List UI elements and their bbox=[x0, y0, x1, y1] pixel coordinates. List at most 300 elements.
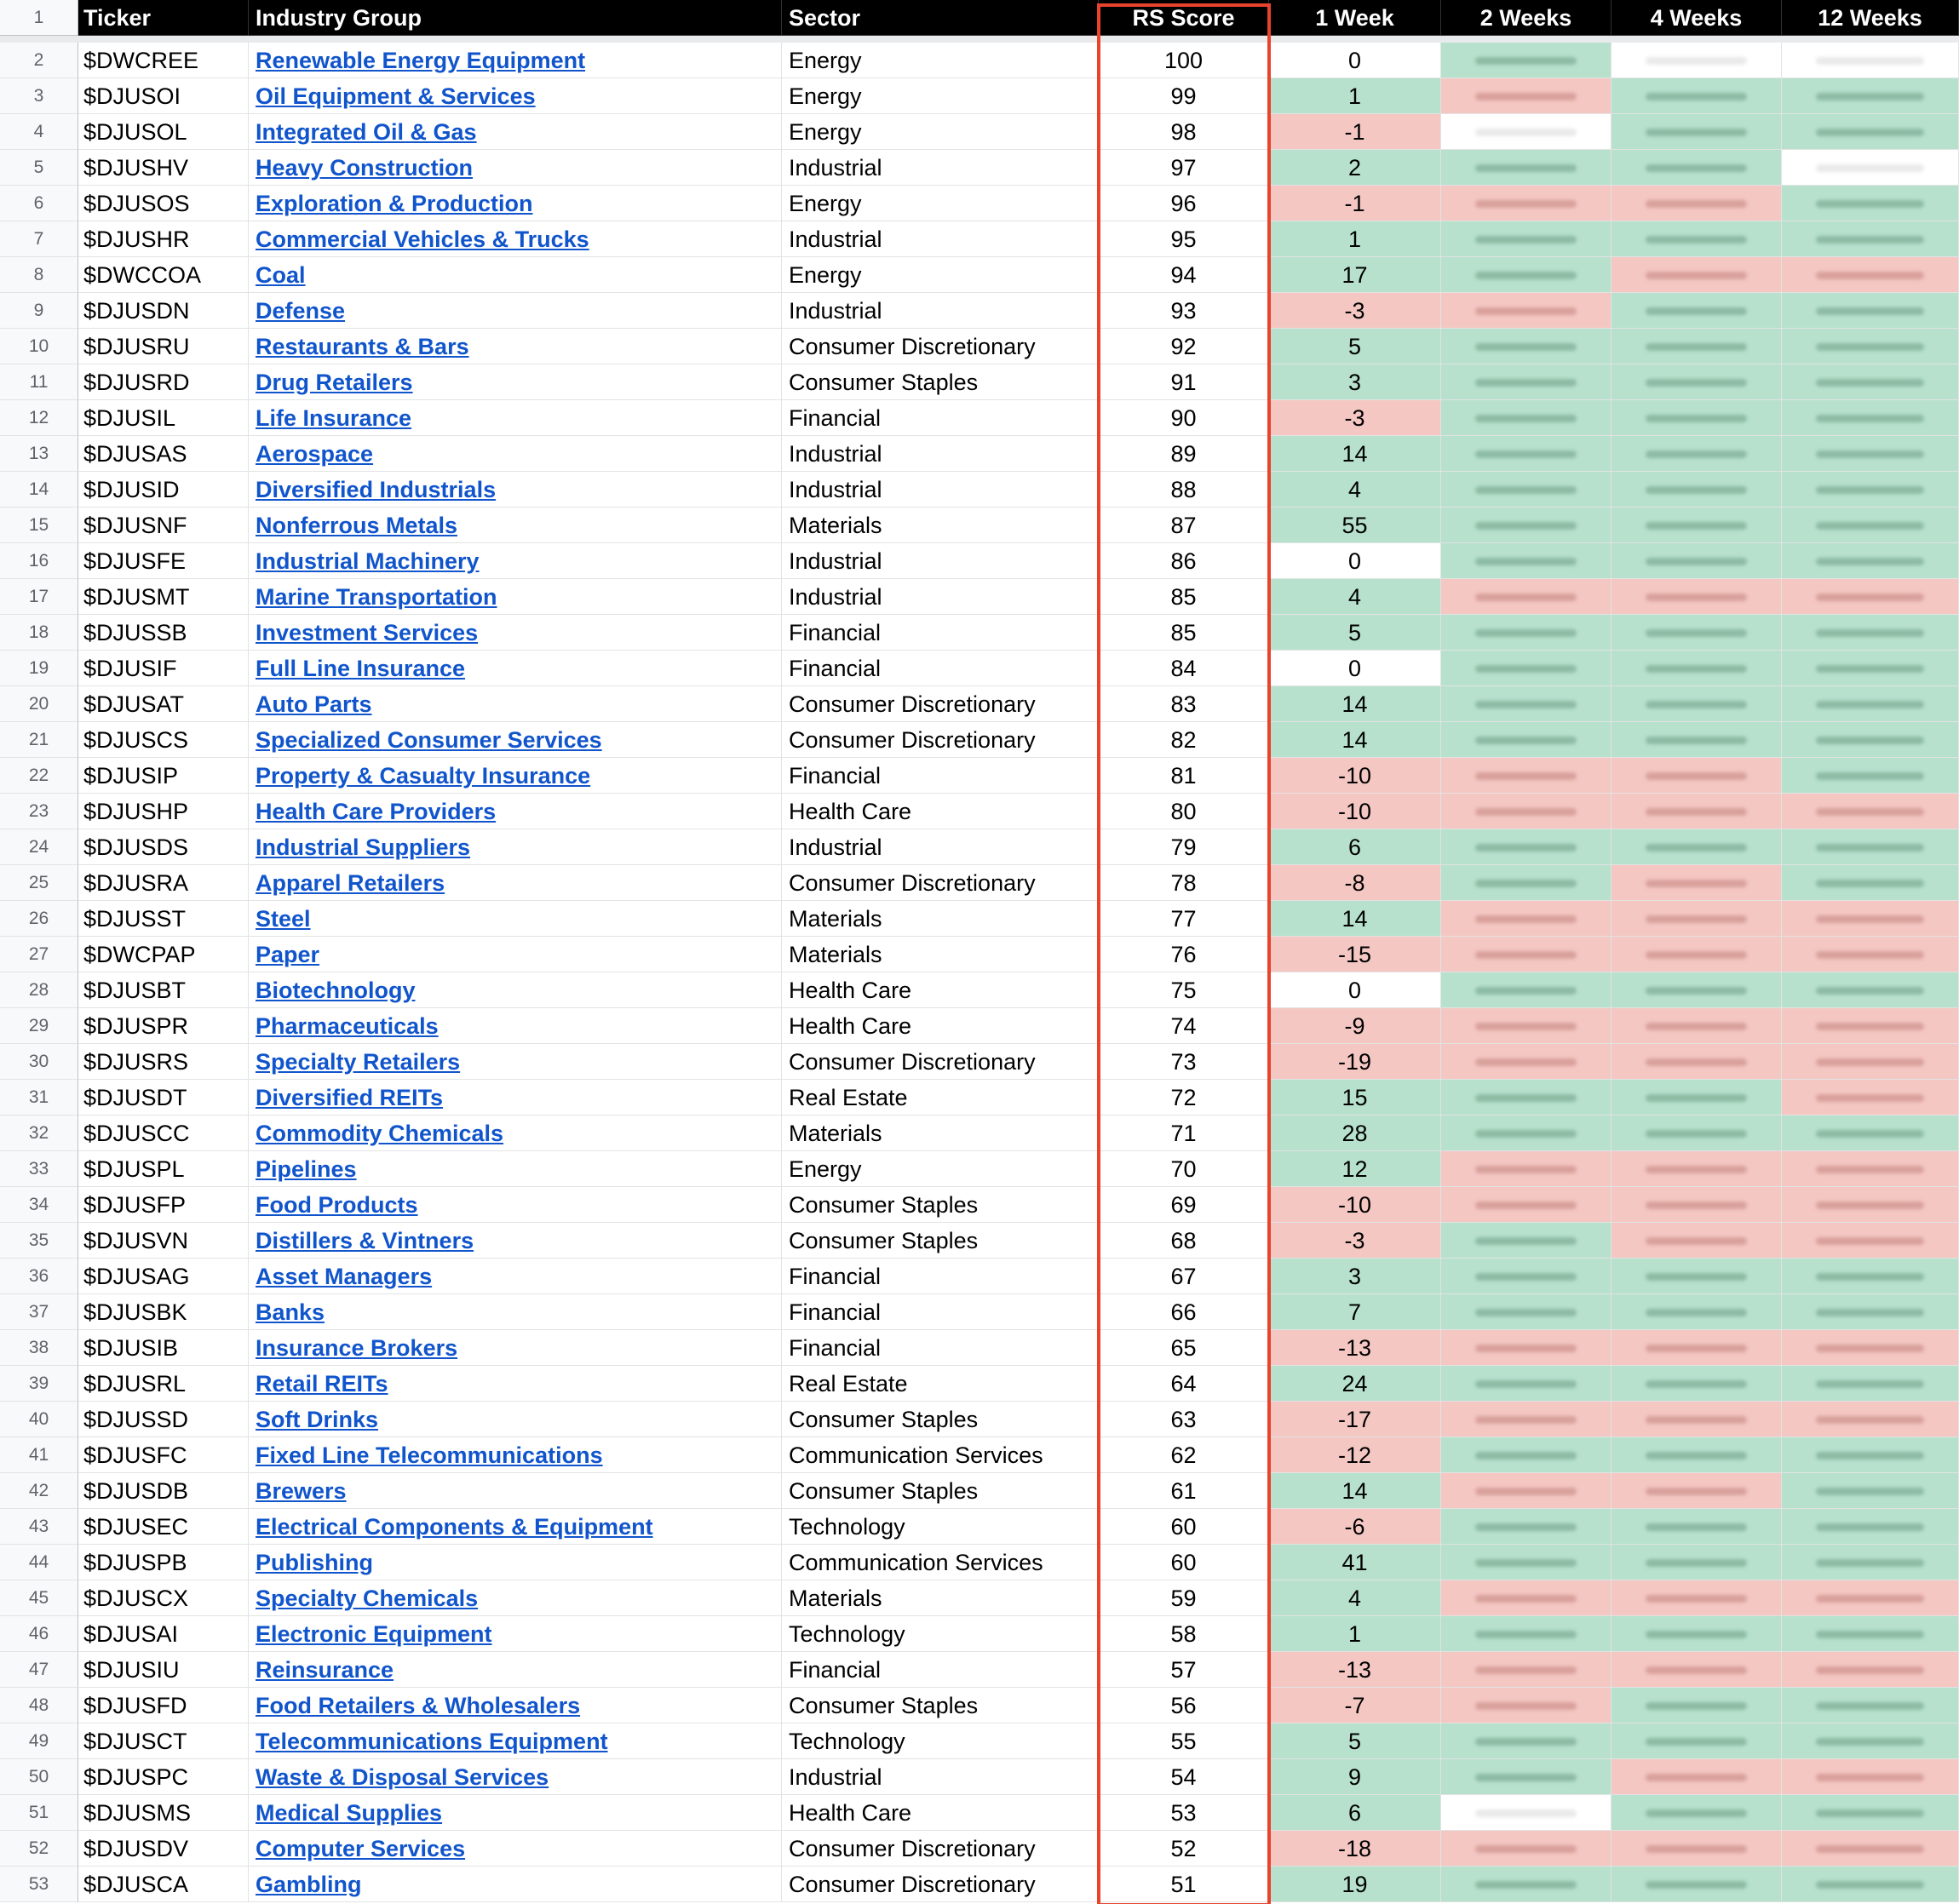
row-number[interactable]: 6 bbox=[0, 186, 78, 221]
week4-change-cell[interactable] bbox=[1611, 1294, 1782, 1330]
industry-group-link[interactable]: Pharmaceuticals bbox=[256, 1013, 439, 1039]
industry-group-link[interactable]: Insurance Brokers bbox=[256, 1335, 458, 1361]
ticker-cell[interactable]: $DJUSRU bbox=[78, 329, 249, 364]
week12-change-cell[interactable] bbox=[1782, 1509, 1959, 1545]
week1-change-cell[interactable]: 6 bbox=[1269, 829, 1441, 865]
ticker-cell[interactable]: $DJUSFP bbox=[78, 1187, 249, 1223]
rs-score-cell[interactable]: 60 bbox=[1099, 1545, 1269, 1580]
header-ticker[interactable]: Ticker bbox=[78, 0, 249, 36]
rs-score-cell[interactable]: 62 bbox=[1099, 1437, 1269, 1473]
rs-score-cell[interactable]: 69 bbox=[1099, 1187, 1269, 1223]
week4-change-cell[interactable] bbox=[1611, 901, 1782, 937]
week4-change-cell[interactable] bbox=[1611, 1151, 1782, 1187]
sector-cell[interactable]: Energy bbox=[782, 78, 1099, 114]
week12-change-cell[interactable] bbox=[1782, 1366, 1959, 1402]
header-sector[interactable]: Sector bbox=[782, 0, 1099, 36]
sector-cell[interactable]: Real Estate bbox=[782, 1080, 1099, 1115]
industry-group-link[interactable]: Food Retailers & Wholesalers bbox=[256, 1693, 581, 1718]
week1-change-cell[interactable]: 28 bbox=[1269, 1115, 1441, 1151]
week1-change-cell[interactable]: 4 bbox=[1269, 1580, 1441, 1616]
industry-group-cell[interactable] bbox=[249, 508, 782, 543]
industry-group-link[interactable]: Asset Managers bbox=[256, 1264, 433, 1289]
rs-score-cell[interactable]: 60 bbox=[1099, 1509, 1269, 1545]
week4-change-cell[interactable] bbox=[1611, 1437, 1782, 1473]
week1-change-cell[interactable]: -15 bbox=[1269, 937, 1441, 972]
ticker-cell[interactable]: $DJUSPL bbox=[78, 1151, 249, 1187]
row-number[interactable]: 16 bbox=[0, 543, 78, 579]
industry-group-cell[interactable] bbox=[249, 615, 782, 651]
ticker-cell[interactable]: $DJUSPB bbox=[78, 1545, 249, 1580]
week4-change-cell[interactable] bbox=[1611, 651, 1782, 686]
week4-change-cell[interactable] bbox=[1611, 78, 1782, 114]
week1-change-cell[interactable]: -12 bbox=[1269, 1437, 1441, 1473]
week12-change-cell[interactable] bbox=[1782, 1402, 1959, 1437]
week12-change-cell[interactable] bbox=[1782, 472, 1959, 508]
ticker-cell[interactable]: $DJUSCS bbox=[78, 722, 249, 758]
week4-change-cell[interactable] bbox=[1611, 186, 1782, 221]
week2-change-cell[interactable] bbox=[1441, 472, 1611, 508]
week2-change-cell[interactable] bbox=[1441, 150, 1611, 186]
rs-score-cell[interactable]: 77 bbox=[1099, 901, 1269, 937]
industry-group-cell[interactable] bbox=[249, 1795, 782, 1831]
week1-change-cell[interactable]: 0 bbox=[1269, 43, 1441, 78]
week1-change-cell[interactable]: 6 bbox=[1269, 1795, 1441, 1831]
industry-group-link[interactable]: Medical Supplies bbox=[256, 1800, 443, 1826]
week2-change-cell[interactable] bbox=[1441, 221, 1611, 257]
row-number[interactable]: 49 bbox=[0, 1723, 78, 1759]
week12-change-cell[interactable] bbox=[1782, 1115, 1959, 1151]
row-number[interactable]: 7 bbox=[0, 221, 78, 257]
week4-change-cell[interactable] bbox=[1611, 1330, 1782, 1366]
week4-change-cell[interactable] bbox=[1611, 829, 1782, 865]
rs-score-cell[interactable]: 100 bbox=[1099, 43, 1269, 78]
row-number[interactable]: 29 bbox=[0, 1008, 78, 1044]
week4-change-cell[interactable] bbox=[1611, 1080, 1782, 1115]
sector-cell[interactable]: Industrial bbox=[782, 472, 1099, 508]
week4-change-cell[interactable] bbox=[1611, 543, 1782, 579]
week12-change-cell[interactable] bbox=[1782, 1688, 1959, 1723]
rs-score-cell[interactable]: 53 bbox=[1099, 1795, 1269, 1831]
week2-change-cell[interactable] bbox=[1441, 1759, 1611, 1795]
rs-score-cell[interactable]: 83 bbox=[1099, 686, 1269, 722]
header-12-weeks[interactable]: 12 Weeks bbox=[1782, 0, 1959, 36]
industry-group-cell[interactable] bbox=[249, 1831, 782, 1867]
week1-change-cell[interactable]: 5 bbox=[1269, 615, 1441, 651]
rs-score-cell[interactable]: 85 bbox=[1099, 579, 1269, 615]
ticker-cell[interactable]: $DJUSSB bbox=[78, 615, 249, 651]
ticker-cell[interactable]: $DJUSHR bbox=[78, 221, 249, 257]
week2-change-cell[interactable] bbox=[1441, 579, 1611, 615]
row-number[interactable]: 38 bbox=[0, 1330, 78, 1366]
row-number[interactable]: 15 bbox=[0, 508, 78, 543]
industry-group-cell[interactable] bbox=[249, 1259, 782, 1294]
ticker-cell[interactable]: $DJUSIL bbox=[78, 400, 249, 436]
ticker-cell[interactable]: $DJUSIP bbox=[78, 758, 249, 794]
week12-change-cell[interactable] bbox=[1782, 329, 1959, 364]
sector-cell[interactable]: Technology bbox=[782, 1723, 1099, 1759]
industry-group-cell[interactable] bbox=[249, 579, 782, 615]
week2-change-cell[interactable] bbox=[1441, 114, 1611, 150]
week12-change-cell[interactable] bbox=[1782, 1437, 1959, 1473]
week1-change-cell[interactable]: -8 bbox=[1269, 865, 1441, 901]
row-number[interactable]: 39 bbox=[0, 1366, 78, 1402]
industry-group-cell[interactable] bbox=[249, 186, 782, 221]
row-number[interactable]: 3 bbox=[0, 78, 78, 114]
ticker-cell[interactable]: $DJUSDV bbox=[78, 1831, 249, 1867]
week4-change-cell[interactable] bbox=[1611, 1366, 1782, 1402]
industry-group-link[interactable]: Electronic Equipment bbox=[256, 1621, 492, 1647]
industry-group-cell[interactable] bbox=[249, 686, 782, 722]
industry-group-link[interactable]: Aerospace bbox=[256, 441, 374, 467]
rs-score-cell[interactable]: 51 bbox=[1099, 1867, 1269, 1902]
sector-cell[interactable]: Industrial bbox=[782, 829, 1099, 865]
week2-change-cell[interactable] bbox=[1441, 400, 1611, 436]
industry-group-link[interactable]: Reinsurance bbox=[256, 1657, 394, 1683]
rs-score-cell[interactable]: 54 bbox=[1099, 1759, 1269, 1795]
row-number[interactable]: 33 bbox=[0, 1151, 78, 1187]
rs-score-cell[interactable]: 66 bbox=[1099, 1294, 1269, 1330]
industry-group-link[interactable]: Renewable Energy Equipment bbox=[256, 48, 586, 73]
week4-change-cell[interactable] bbox=[1611, 1473, 1782, 1509]
week1-change-cell[interactable]: -6 bbox=[1269, 1509, 1441, 1545]
week1-change-cell[interactable]: 5 bbox=[1269, 329, 1441, 364]
week1-change-cell[interactable]: -13 bbox=[1269, 1652, 1441, 1688]
week4-change-cell[interactable] bbox=[1611, 293, 1782, 329]
ticker-cell[interactable]: $DJUSFD bbox=[78, 1688, 249, 1723]
rs-score-cell[interactable]: 59 bbox=[1099, 1580, 1269, 1616]
ticker-cell[interactable]: $DWCREE bbox=[78, 43, 249, 78]
week4-change-cell[interactable] bbox=[1611, 794, 1782, 829]
week2-change-cell[interactable] bbox=[1441, 364, 1611, 400]
ticker-cell[interactable]: $DJUSRS bbox=[78, 1044, 249, 1080]
week4-change-cell[interactable] bbox=[1611, 722, 1782, 758]
sector-cell[interactable]: Consumer Discretionary bbox=[782, 1044, 1099, 1080]
industry-group-link[interactable]: Commercial Vehicles & Trucks bbox=[256, 227, 589, 252]
industry-group-link[interactable]: Food Products bbox=[256, 1192, 418, 1218]
week1-change-cell[interactable]: -10 bbox=[1269, 794, 1441, 829]
week12-change-cell[interactable] bbox=[1782, 1867, 1959, 1902]
week12-change-cell[interactable] bbox=[1782, 1330, 1959, 1366]
industry-group-cell[interactable] bbox=[249, 1723, 782, 1759]
header-industry-group[interactable]: Industry Group bbox=[249, 0, 782, 36]
week1-change-cell[interactable]: -10 bbox=[1269, 758, 1441, 794]
ticker-cell[interactable]: $DJUSOI bbox=[78, 78, 249, 114]
sector-cell[interactable]: Consumer Discretionary bbox=[782, 329, 1099, 364]
row-number[interactable]: 31 bbox=[0, 1080, 78, 1115]
rs-score-cell[interactable]: 99 bbox=[1099, 78, 1269, 114]
sector-cell[interactable]: Consumer Discretionary bbox=[782, 1867, 1099, 1902]
week12-change-cell[interactable] bbox=[1782, 508, 1959, 543]
week12-change-cell[interactable] bbox=[1782, 186, 1959, 221]
week2-change-cell[interactable] bbox=[1441, 1616, 1611, 1652]
row-number[interactable]: 11 bbox=[0, 364, 78, 400]
row-number[interactable]: 37 bbox=[0, 1294, 78, 1330]
rs-score-cell[interactable]: 71 bbox=[1099, 1115, 1269, 1151]
week12-change-cell[interactable] bbox=[1782, 1580, 1959, 1616]
ticker-cell[interactable]: $DJUSAI bbox=[78, 1616, 249, 1652]
week12-change-cell[interactable] bbox=[1782, 1080, 1959, 1115]
week2-change-cell[interactable] bbox=[1441, 865, 1611, 901]
rs-score-cell[interactable]: 74 bbox=[1099, 1008, 1269, 1044]
industry-group-link[interactable]: Investment Services bbox=[256, 620, 479, 645]
ticker-cell[interactable]: $DWCCOA bbox=[78, 257, 249, 293]
industry-group-cell[interactable] bbox=[249, 1187, 782, 1223]
week12-change-cell[interactable] bbox=[1782, 794, 1959, 829]
industry-group-link[interactable]: Electrical Components & Equipment bbox=[256, 1514, 653, 1540]
rs-score-cell[interactable]: 70 bbox=[1099, 1151, 1269, 1187]
ticker-cell[interactable]: $DJUSDS bbox=[78, 829, 249, 865]
week1-change-cell[interactable]: -17 bbox=[1269, 1402, 1441, 1437]
week4-change-cell[interactable] bbox=[1611, 1759, 1782, 1795]
week2-change-cell[interactable] bbox=[1441, 722, 1611, 758]
sector-cell[interactable]: Financial bbox=[782, 651, 1099, 686]
industry-group-cell[interactable] bbox=[249, 293, 782, 329]
week1-change-cell[interactable]: 0 bbox=[1269, 543, 1441, 579]
row-number[interactable]: 27 bbox=[0, 937, 78, 972]
week1-change-cell[interactable]: 14 bbox=[1269, 436, 1441, 472]
header-4-weeks[interactable]: 4 Weeks bbox=[1611, 0, 1782, 36]
industry-group-link[interactable]: Nonferrous Metals bbox=[256, 513, 458, 538]
ticker-cell[interactable]: $DJUSCT bbox=[78, 1723, 249, 1759]
ticker-cell[interactable]: $DJUSBT bbox=[78, 972, 249, 1008]
industry-group-link[interactable]: Property & Casualty Insurance bbox=[256, 763, 591, 789]
sector-cell[interactable]: Consumer Staples bbox=[782, 1402, 1099, 1437]
week12-change-cell[interactable] bbox=[1782, 758, 1959, 794]
industry-group-link[interactable]: Paper bbox=[256, 942, 320, 967]
week2-change-cell[interactable] bbox=[1441, 901, 1611, 937]
week4-change-cell[interactable] bbox=[1611, 1616, 1782, 1652]
sector-cell[interactable]: Communication Services bbox=[782, 1545, 1099, 1580]
industry-group-cell[interactable] bbox=[249, 1044, 782, 1080]
rs-score-cell[interactable]: 92 bbox=[1099, 329, 1269, 364]
rs-score-cell[interactable]: 96 bbox=[1099, 186, 1269, 221]
week1-change-cell[interactable]: -19 bbox=[1269, 1044, 1441, 1080]
rs-score-cell[interactable]: 84 bbox=[1099, 651, 1269, 686]
industry-group-cell[interactable] bbox=[249, 114, 782, 150]
industry-group-cell[interactable] bbox=[249, 543, 782, 579]
industry-group-cell[interactable] bbox=[249, 1008, 782, 1044]
week2-change-cell[interactable] bbox=[1441, 1545, 1611, 1580]
week12-change-cell[interactable] bbox=[1782, 615, 1959, 651]
industry-group-cell[interactable] bbox=[249, 1688, 782, 1723]
industry-group-cell[interactable] bbox=[249, 364, 782, 400]
week4-change-cell[interactable] bbox=[1611, 1008, 1782, 1044]
week4-change-cell[interactable] bbox=[1611, 1187, 1782, 1223]
week12-change-cell[interactable] bbox=[1782, 972, 1959, 1008]
sector-cell[interactable]: Materials bbox=[782, 508, 1099, 543]
week1-change-cell[interactable]: -10 bbox=[1269, 1187, 1441, 1223]
rs-score-cell[interactable]: 72 bbox=[1099, 1080, 1269, 1115]
industry-group-link[interactable]: Computer Services bbox=[256, 1836, 466, 1861]
week1-change-cell[interactable]: -1 bbox=[1269, 186, 1441, 221]
ticker-cell[interactable]: $DJUSHP bbox=[78, 794, 249, 829]
week2-change-cell[interactable] bbox=[1441, 758, 1611, 794]
rs-score-cell[interactable]: 67 bbox=[1099, 1259, 1269, 1294]
sector-cell[interactable]: Materials bbox=[782, 1580, 1099, 1616]
header-2-weeks[interactable]: 2 Weeks bbox=[1441, 0, 1611, 36]
week12-change-cell[interactable] bbox=[1782, 1223, 1959, 1259]
sector-cell[interactable]: Financial bbox=[782, 615, 1099, 651]
week12-change-cell[interactable] bbox=[1782, 400, 1959, 436]
week2-change-cell[interactable] bbox=[1441, 1831, 1611, 1867]
sector-cell[interactable]: Health Care bbox=[782, 794, 1099, 829]
week1-change-cell[interactable]: -3 bbox=[1269, 293, 1441, 329]
week1-change-cell[interactable]: 1 bbox=[1269, 1616, 1441, 1652]
sector-cell[interactable]: Consumer Staples bbox=[782, 1688, 1099, 1723]
row-number[interactable]: 46 bbox=[0, 1616, 78, 1652]
week2-change-cell[interactable] bbox=[1441, 1509, 1611, 1545]
industry-group-link[interactable]: Distillers & Vintners bbox=[256, 1228, 474, 1253]
week4-change-cell[interactable] bbox=[1611, 150, 1782, 186]
ticker-cell[interactable]: $DJUSIU bbox=[78, 1652, 249, 1688]
week12-change-cell[interactable] bbox=[1782, 150, 1959, 186]
row-number[interactable]: 30 bbox=[0, 1044, 78, 1080]
industry-group-link[interactable]: Specialty Chemicals bbox=[256, 1586, 479, 1611]
ticker-cell[interactable]: $DJUSFC bbox=[78, 1437, 249, 1473]
industry-group-link[interactable]: Heavy Construction bbox=[256, 155, 474, 181]
sector-cell[interactable]: Energy bbox=[782, 114, 1099, 150]
industry-group-cell[interactable] bbox=[249, 150, 782, 186]
industry-group-link[interactable]: Telecommunications Equipment bbox=[256, 1729, 608, 1754]
week12-change-cell[interactable] bbox=[1782, 78, 1959, 114]
rs-score-cell[interactable]: 88 bbox=[1099, 472, 1269, 508]
week2-change-cell[interactable] bbox=[1441, 78, 1611, 114]
rs-score-cell[interactable]: 57 bbox=[1099, 1652, 1269, 1688]
sector-cell[interactable]: Industrial bbox=[782, 579, 1099, 615]
week4-change-cell[interactable] bbox=[1611, 972, 1782, 1008]
industry-group-link[interactable]: Drug Retailers bbox=[256, 370, 413, 395]
week4-change-cell[interactable] bbox=[1611, 1223, 1782, 1259]
row-number[interactable]: 42 bbox=[0, 1473, 78, 1509]
industry-group-cell[interactable] bbox=[249, 829, 782, 865]
industry-group-cell[interactable] bbox=[249, 78, 782, 114]
rs-score-cell[interactable]: 81 bbox=[1099, 758, 1269, 794]
week1-change-cell[interactable]: -3 bbox=[1269, 1223, 1441, 1259]
week2-change-cell[interactable] bbox=[1441, 436, 1611, 472]
sector-cell[interactable]: Materials bbox=[782, 901, 1099, 937]
industry-group-cell[interactable] bbox=[249, 1580, 782, 1616]
week2-change-cell[interactable] bbox=[1441, 257, 1611, 293]
industry-group-cell[interactable] bbox=[249, 794, 782, 829]
industry-group-link[interactable]: Marine Transportation bbox=[256, 584, 497, 610]
rs-score-cell[interactable]: 58 bbox=[1099, 1616, 1269, 1652]
week1-change-cell[interactable]: 17 bbox=[1269, 257, 1441, 293]
sector-cell[interactable]: Consumer Discretionary bbox=[782, 686, 1099, 722]
row-number[interactable]: 26 bbox=[0, 901, 78, 937]
week4-change-cell[interactable] bbox=[1611, 937, 1782, 972]
week1-change-cell[interactable]: 4 bbox=[1269, 579, 1441, 615]
industry-group-link[interactable]: Diversified Industrials bbox=[256, 477, 497, 502]
sector-cell[interactable]: Health Care bbox=[782, 972, 1099, 1008]
sector-cell[interactable]: Financial bbox=[782, 758, 1099, 794]
week12-change-cell[interactable] bbox=[1782, 686, 1959, 722]
week12-change-cell[interactable] bbox=[1782, 579, 1959, 615]
ticker-cell[interactable]: $DWCPAP bbox=[78, 937, 249, 972]
ticker-cell[interactable]: $DJUSMS bbox=[78, 1795, 249, 1831]
sector-cell[interactable]: Energy bbox=[782, 1151, 1099, 1187]
ticker-cell[interactable]: $DJUSRA bbox=[78, 865, 249, 901]
industry-group-link[interactable]: Brewers bbox=[256, 1478, 347, 1504]
rs-score-cell[interactable]: 78 bbox=[1099, 865, 1269, 901]
ticker-cell[interactable]: $DJUSOL bbox=[78, 114, 249, 150]
week1-change-cell[interactable]: -1 bbox=[1269, 114, 1441, 150]
row-number[interactable]: 9 bbox=[0, 293, 78, 329]
row-number[interactable]: 41 bbox=[0, 1437, 78, 1473]
week12-change-cell[interactable] bbox=[1782, 937, 1959, 972]
week2-change-cell[interactable] bbox=[1441, 508, 1611, 543]
week12-change-cell[interactable] bbox=[1782, 1008, 1959, 1044]
industry-group-cell[interactable] bbox=[249, 1080, 782, 1115]
industry-group-cell[interactable] bbox=[249, 1437, 782, 1473]
week12-change-cell[interactable] bbox=[1782, 1151, 1959, 1187]
industry-group-cell[interactable] bbox=[249, 1473, 782, 1509]
industry-group-cell[interactable] bbox=[249, 436, 782, 472]
ticker-cell[interactable]: $DJUSNF bbox=[78, 508, 249, 543]
week12-change-cell[interactable] bbox=[1782, 1294, 1959, 1330]
week12-change-cell[interactable] bbox=[1782, 651, 1959, 686]
industry-group-cell[interactable] bbox=[249, 472, 782, 508]
industry-group-link[interactable]: Exploration & Production bbox=[256, 191, 533, 216]
week2-change-cell[interactable] bbox=[1441, 1652, 1611, 1688]
rs-score-cell[interactable]: 97 bbox=[1099, 150, 1269, 186]
week4-change-cell[interactable] bbox=[1611, 1509, 1782, 1545]
row-number[interactable]: 25 bbox=[0, 865, 78, 901]
week4-change-cell[interactable] bbox=[1611, 436, 1782, 472]
industry-group-cell[interactable] bbox=[249, 1330, 782, 1366]
week2-change-cell[interactable] bbox=[1441, 1580, 1611, 1616]
week1-change-cell[interactable]: 55 bbox=[1269, 508, 1441, 543]
row-number[interactable]: 35 bbox=[0, 1223, 78, 1259]
week12-change-cell[interactable] bbox=[1782, 1187, 1959, 1223]
week2-change-cell[interactable] bbox=[1441, 1330, 1611, 1366]
ticker-cell[interactable]: $DJUSHV bbox=[78, 150, 249, 186]
rs-score-cell[interactable]: 80 bbox=[1099, 794, 1269, 829]
row-number[interactable]: 48 bbox=[0, 1688, 78, 1723]
ticker-cell[interactable]: $DJUSAT bbox=[78, 686, 249, 722]
week4-change-cell[interactable] bbox=[1611, 1259, 1782, 1294]
industry-group-link[interactable]: Waste & Disposal Services bbox=[256, 1764, 549, 1790]
week4-change-cell[interactable] bbox=[1611, 472, 1782, 508]
industry-group-cell[interactable] bbox=[249, 1151, 782, 1187]
industry-group-link[interactable]: Auto Parts bbox=[256, 691, 372, 717]
week4-change-cell[interactable] bbox=[1611, 257, 1782, 293]
industry-group-link[interactable]: Full Line Insurance bbox=[256, 656, 466, 681]
week1-change-cell[interactable]: 0 bbox=[1269, 651, 1441, 686]
sector-cell[interactable]: Industrial bbox=[782, 150, 1099, 186]
industry-group-cell[interactable] bbox=[249, 972, 782, 1008]
sector-cell[interactable]: Industrial bbox=[782, 221, 1099, 257]
sector-cell[interactable]: Energy bbox=[782, 43, 1099, 78]
header-1-week[interactable]: 1 Week bbox=[1269, 0, 1441, 36]
row-number[interactable]: 34 bbox=[0, 1187, 78, 1223]
sector-cell[interactable]: Energy bbox=[782, 257, 1099, 293]
ticker-cell[interactable]: $DJUSCA bbox=[78, 1867, 249, 1902]
rs-score-cell[interactable]: 65 bbox=[1099, 1330, 1269, 1366]
row-number[interactable]: 14 bbox=[0, 472, 78, 508]
industry-group-link[interactable]: Industrial Suppliers bbox=[256, 834, 471, 860]
row-number[interactable]: 32 bbox=[0, 1115, 78, 1151]
week2-change-cell[interactable] bbox=[1441, 1044, 1611, 1080]
week12-change-cell[interactable] bbox=[1782, 1616, 1959, 1652]
week4-change-cell[interactable] bbox=[1611, 1723, 1782, 1759]
industry-group-link[interactable]: Coal bbox=[256, 262, 306, 288]
sector-cell[interactable]: Industrial bbox=[782, 543, 1099, 579]
rs-score-cell[interactable]: 85 bbox=[1099, 615, 1269, 651]
industry-group-cell[interactable] bbox=[249, 43, 782, 78]
ticker-cell[interactable]: $DJUSRL bbox=[78, 1366, 249, 1402]
sector-cell[interactable]: Health Care bbox=[782, 1008, 1099, 1044]
week1-change-cell[interactable]: 3 bbox=[1269, 1259, 1441, 1294]
